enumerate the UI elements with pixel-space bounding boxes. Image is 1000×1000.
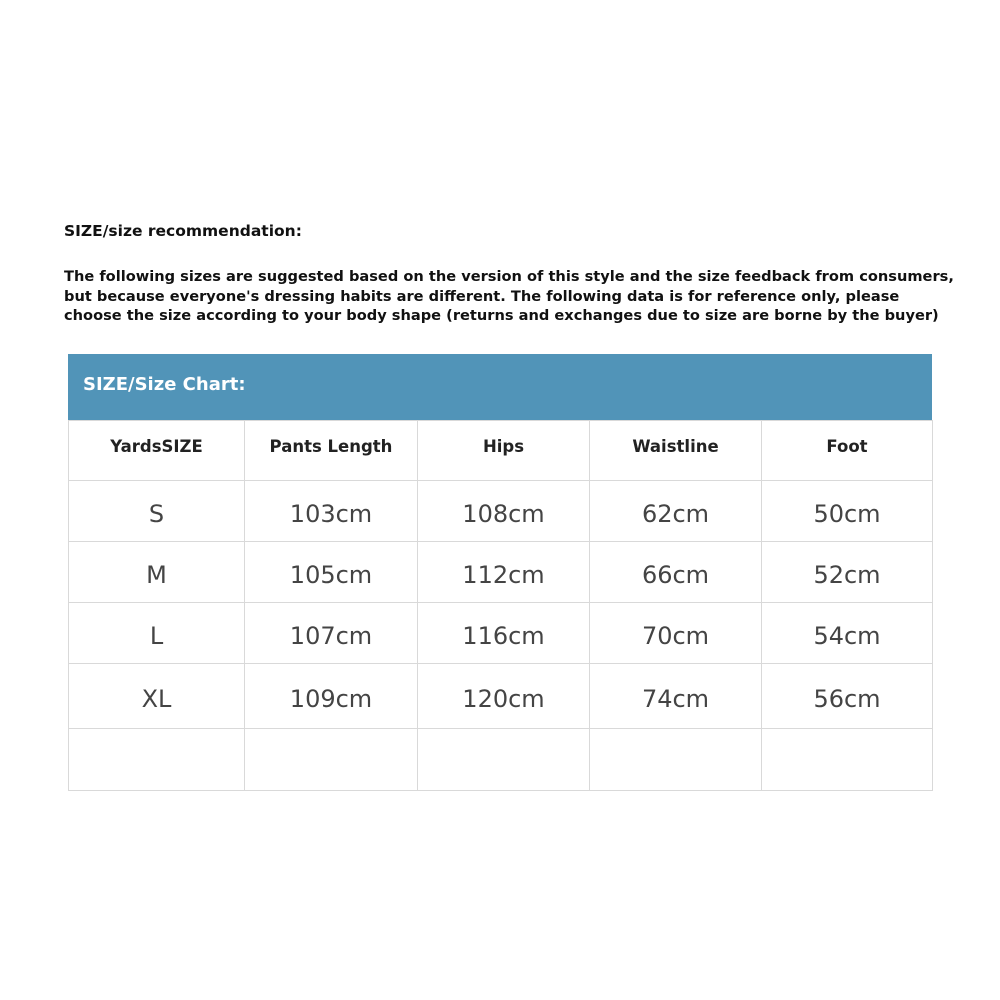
note-line: but because everyone's dressing habits are different. The following data is for reference only, please	[64, 287, 900, 305]
waistline-cell: 70cm	[590, 603, 762, 664]
foot-cell: 54cm	[762, 603, 933, 664]
table-header-row	[69, 421, 933, 481]
column-header-size: YardsSIZE	[69, 421, 245, 481]
column-header-foot: Foot	[762, 421, 933, 481]
note-line: The following sizes are suggested based on the version of this style and the size feedback from consumers,	[64, 268, 954, 285]
size-recommendation-note	[64, 267, 964, 326]
waistline-cell: 74cm	[590, 664, 762, 729]
hips-cell: 120cm	[418, 664, 590, 729]
pants-length-cell: 103cm	[245, 481, 418, 542]
size-chart-header	[68, 354, 932, 420]
size-cell: L	[69, 603, 245, 664]
pants-length-cell: 107cm	[245, 603, 418, 664]
table-row	[69, 481, 933, 542]
size-cell: S	[69, 481, 245, 542]
table-row	[69, 542, 933, 603]
waistline-cell: 66cm	[590, 542, 762, 603]
foot-cell: 52cm	[762, 542, 933, 603]
size-chart-title: SIZE/Size Chart:	[83, 374, 246, 395]
table-row	[69, 603, 933, 664]
foot-cell: 50cm	[762, 481, 933, 542]
size-cell: M	[69, 542, 245, 603]
table-row	[69, 664, 933, 729]
size-cell: XL	[69, 664, 245, 729]
hips-cell: 112cm	[418, 542, 590, 603]
size-table	[68, 420, 933, 791]
size-recommendation-heading: SIZE/size recommendation:	[64, 222, 302, 240]
hips-cell: 116cm	[418, 603, 590, 664]
size-chart	[68, 354, 932, 793]
hips-cell: 108cm	[418, 481, 590, 542]
empty-cell	[418, 729, 590, 791]
column-header-pants-length: Pants Length	[245, 421, 418, 481]
empty-cell	[245, 729, 418, 791]
column-header-hips: Hips	[418, 421, 590, 481]
empty-cell	[590, 729, 762, 791]
note-line: choose the size according to your body shape (returns and exchanges due to size are borne by the buyer)	[64, 307, 939, 324]
column-header-waistline: Waistline	[590, 421, 762, 481]
pants-length-cell: 105cm	[245, 542, 418, 603]
waistline-cell: 62cm	[590, 481, 762, 542]
empty-table-row	[69, 729, 933, 791]
empty-cell	[69, 729, 245, 791]
pants-length-cell: 109cm	[245, 664, 418, 729]
foot-cell: 56cm	[762, 664, 933, 729]
empty-cell	[762, 729, 933, 791]
